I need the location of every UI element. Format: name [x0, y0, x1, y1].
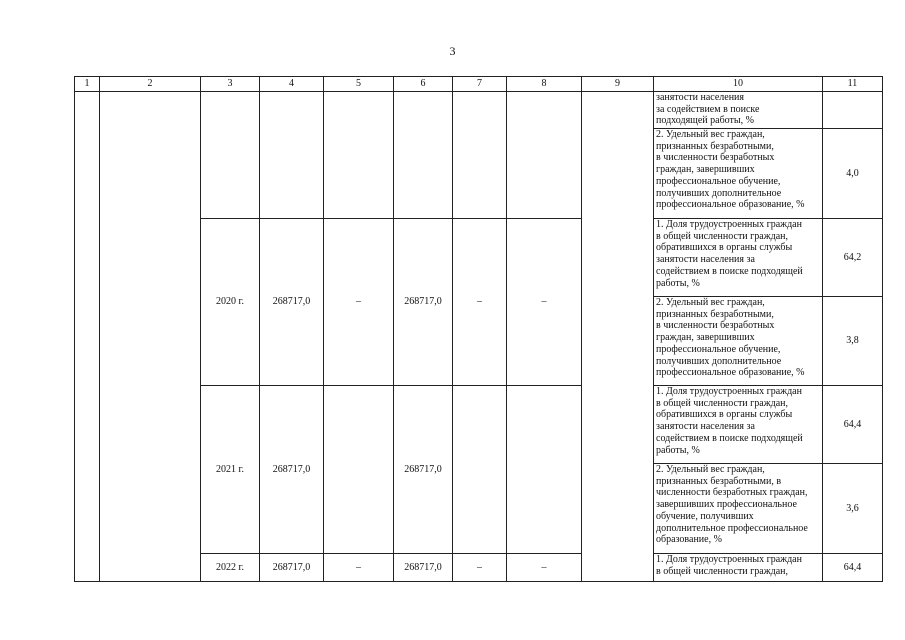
col8-cell-continued	[507, 92, 582, 219]
indicator-text: 2. Удельный вес граждан, признанных безработными, в численности безработных граждан, завершивших профессиональное обучение, получивших дополнительное профессиональное образование, %	[654, 297, 823, 386]
column-number: 10	[654, 77, 823, 92]
indicator-text: 1. Доля трудоустроенных граждан в общей численности граждан, обратившихся в органы службы занятости населения за содействием в поиске подходящей работы, %	[654, 386, 823, 464]
measure-name-cell	[100, 92, 201, 582]
program-funding-table	[74, 76, 883, 582]
col7-cell-continued	[453, 92, 507, 219]
total-cell-continued	[260, 92, 324, 219]
year-cell: 2021 г.	[201, 386, 260, 554]
indicator-value: 4,0	[823, 129, 883, 219]
col7-cell: –	[453, 554, 507, 582]
total-cell: 268717,0	[260, 219, 324, 386]
indicator-value: 64,2	[823, 219, 883, 297]
col8-cell: –	[507, 554, 582, 582]
table-row	[75, 92, 883, 129]
col7-cell: –	[453, 219, 507, 386]
column-number: 8	[507, 77, 582, 92]
col6-cell: 268717,0	[394, 386, 453, 554]
column-number: 7	[453, 77, 507, 92]
col5-cell: –	[324, 219, 394, 386]
executor-cell	[582, 92, 654, 582]
column-number: 6	[394, 77, 453, 92]
column-number: 1	[75, 77, 100, 92]
column-number: 5	[324, 77, 394, 92]
col5-cell: –	[324, 554, 394, 582]
year-cell: 2022 г.	[201, 554, 260, 582]
column-number: 11	[823, 77, 883, 92]
total-cell: 268717,0	[260, 386, 324, 554]
indicator-text: 2. Удельный вес граждан, признанных безработными, в численности безработных граждан, завершивших профессиональное обучение, получивших дополнительное профессиональное образование, %	[654, 129, 823, 219]
col6-cell-continued	[394, 92, 453, 219]
total-cell: 268717,0	[260, 554, 324, 582]
row-number-cell	[75, 92, 100, 582]
column-number: 2	[100, 77, 201, 92]
col6-cell: 268717,0	[394, 554, 453, 582]
page-number: 3	[449, 44, 456, 58]
column-number: 3	[201, 77, 260, 92]
indicator-text: 2. Удельный вес граждан, признанных безработными, в численности безработных граждан, завершивших профессиональное обучение, получивших дополнительное профессиональное образование, %	[654, 464, 823, 554]
col8-cell: –	[507, 219, 582, 386]
col6-cell: 268717,0	[394, 219, 453, 386]
year-cell: 2020 г.	[201, 219, 260, 386]
column-number: 9	[582, 77, 654, 92]
indicator-value: 64,4	[823, 554, 883, 582]
indicator-value: 64,4	[823, 386, 883, 464]
indicator-value-empty	[823, 92, 883, 129]
col5-cell-continued	[324, 92, 394, 219]
indicator-text: 1. Доля трудоустроенных граждан в общей численности граждан, обратившихся в органы службы занятости населения за содействием в поиске подходящей работы, %	[654, 219, 823, 297]
indicator-value: 3,8	[823, 297, 883, 386]
column-number: 4	[260, 77, 324, 92]
indicator-text-continued: занятости населения за содействием в поиске подходящей работы, %	[654, 92, 823, 129]
column-number-row	[75, 77, 883, 92]
col7-cell	[453, 386, 507, 554]
indicator-text: 1. Доля трудоустроенных граждан в общей численности граждан,	[654, 554, 823, 582]
col8-cell	[507, 386, 582, 554]
indicator-value: 3,6	[823, 464, 883, 554]
col5-cell	[324, 386, 394, 554]
period-cell-continued	[201, 92, 260, 219]
